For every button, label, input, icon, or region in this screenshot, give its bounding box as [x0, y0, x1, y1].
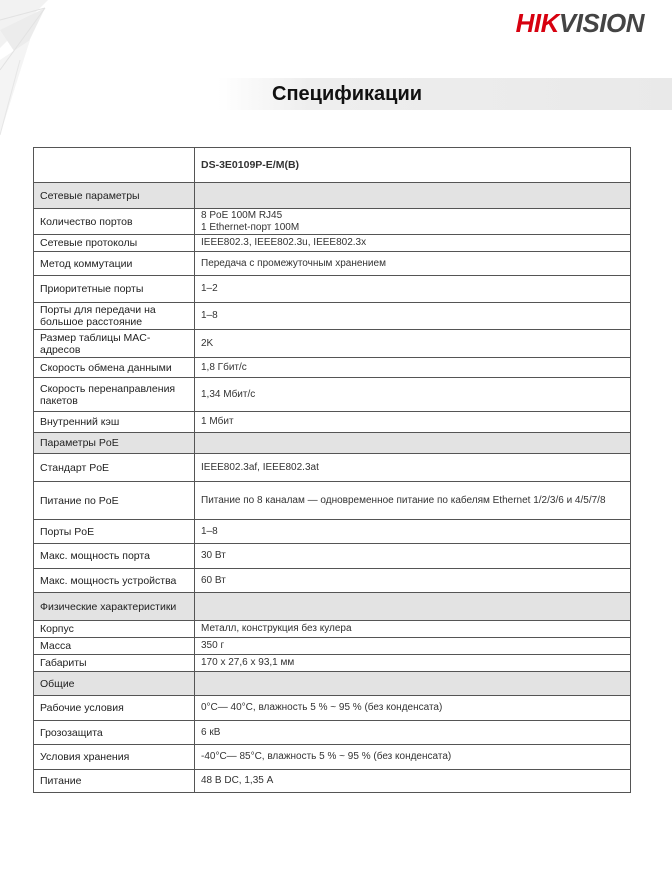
- spec-table: [33, 147, 631, 793]
- spec-value: [195, 209, 631, 235]
- spec-value: [195, 520, 631, 544]
- spec-label: Корпус: [34, 621, 195, 638]
- section-header-row: [34, 433, 631, 454]
- spec-row: [34, 721, 631, 745]
- spec-value-line: Металл, конструкция без кулера: [201, 623, 352, 634]
- hikvision-logo: HIKVISION: [515, 8, 644, 38]
- spec-value-line: 1,34 Мбит/с: [201, 388, 256, 400]
- spec-value: [195, 482, 631, 520]
- spec-value-line: 0°C— 40°C, влажность 5 % ~ 95 % (без конденсата): [201, 702, 443, 713]
- spec-value: [195, 770, 631, 793]
- spec-row: [34, 378, 631, 412]
- spec-row: [34, 209, 631, 235]
- spec-value: [195, 621, 631, 638]
- section-header-row: [34, 672, 631, 696]
- spec-value: [195, 655, 631, 672]
- spec-value-line: 8 PoE 100M RJ45: [201, 209, 283, 221]
- spec-value: [195, 544, 631, 569]
- section-empty-cell: [195, 183, 631, 209]
- spec-value-line: 48 В DC, 1,35 А: [201, 775, 274, 786]
- section-title: Параметры PoE: [34, 433, 195, 454]
- spec-row: [34, 482, 631, 520]
- spec-label: Скорость обмена данными: [34, 358, 195, 378]
- spec-value-line: 1–8: [201, 525, 218, 537]
- spec-value-line: 6 кВ: [201, 726, 221, 738]
- spec-row: [34, 696, 631, 721]
- spec-value-line: 1–8: [201, 310, 218, 321]
- spec-value: [195, 454, 631, 482]
- spec-row: [34, 252, 631, 276]
- section-title: Физические характеристики: [34, 593, 195, 621]
- spec-label: Макс. мощность порта: [34, 544, 195, 569]
- section-title: Сетевые параметры: [34, 183, 195, 209]
- spec-value: [195, 358, 631, 378]
- spec-value-line: 60 Вт: [201, 574, 226, 586]
- spec-value: [195, 638, 631, 655]
- spec-row: [34, 303, 631, 330]
- spec-value: [195, 412, 631, 433]
- page-title: Спецификации: [272, 83, 423, 105]
- spec-label: Порты для передачи на большое расстояние: [34, 303, 195, 330]
- section-empty-cell: [195, 672, 631, 696]
- spec-label: Размер таблицы MAC-адресов: [34, 330, 195, 358]
- spec-value: [195, 276, 631, 303]
- spec-row: [34, 745, 631, 770]
- table-header-row: [34, 148, 631, 183]
- header-empty-cell: [34, 148, 195, 183]
- section-header-row: [34, 183, 631, 209]
- corner-decoration: [0, 0, 70, 150]
- spec-value-line: Передача с промежуточным хранением: [201, 257, 386, 269]
- spec-label: Габариты: [34, 655, 195, 672]
- spec-row: [34, 569, 631, 593]
- model-name: DS-3E0109P-E/M(B): [195, 148, 631, 183]
- spec-row: [34, 638, 631, 655]
- section-empty-cell: [195, 593, 631, 621]
- spec-value: [195, 721, 631, 745]
- spec-value: [195, 330, 631, 358]
- spec-row: [34, 655, 631, 672]
- spec-label: Количество портов: [34, 209, 195, 235]
- spec-value-line: 2K: [201, 337, 214, 349]
- spec-row: [34, 330, 631, 358]
- spec-value-line: 350 г: [201, 640, 225, 651]
- section-empty-cell: [195, 433, 631, 454]
- spec-value-line: Питание по 8 каналам — одновременное питание по кабелям Ethernet 1/2/3/6 и 4/5/7/8: [201, 494, 606, 506]
- section-title: Общие: [34, 672, 195, 696]
- spec-value-line: IEEE802.3, IEEE802.3u, IEEE802.3x: [201, 237, 367, 248]
- spec-value-line: 1,8 Гбит/с: [201, 361, 247, 373]
- spec-value-line: 1 Мбит: [201, 416, 234, 427]
- spec-label: Питание: [34, 770, 195, 793]
- spec-label: Рабочие условия: [34, 696, 195, 721]
- spec-value: [195, 303, 631, 330]
- spec-row: [34, 770, 631, 793]
- spec-value-line: IEEE802.3af, IEEE802.3at: [201, 461, 319, 473]
- spec-row: [34, 358, 631, 378]
- spec-value: [195, 252, 631, 276]
- spec-label: Грозозащита: [34, 721, 195, 745]
- spec-label: Масса: [34, 638, 195, 655]
- spec-label: Приоритетные порты: [34, 276, 195, 303]
- spec-value-line: 170 x 27,6 x 93,1 мм: [201, 657, 295, 668]
- spec-row: [34, 412, 631, 433]
- spec-label: Скорость перенаправления пакетов: [34, 378, 195, 412]
- spec-value-line: -40°C— 85°C, влажность 5 % ~ 95 % (без конденсата): [201, 751, 452, 762]
- spec-row: [34, 621, 631, 638]
- spec-value: [195, 235, 631, 252]
- spec-value: [195, 569, 631, 593]
- spec-value: [195, 696, 631, 721]
- spec-row: [34, 276, 631, 303]
- spec-label: Сетевые протоколы: [34, 235, 195, 252]
- spec-row: [34, 520, 631, 544]
- spec-label: Питание по PoE: [34, 482, 195, 520]
- spec-label: Внутренний кэш: [34, 412, 195, 433]
- spec-row: [34, 454, 631, 482]
- spec-label: Метод коммутации: [34, 252, 195, 276]
- spec-value: [195, 745, 631, 770]
- spec-value-line: 1–2: [201, 283, 218, 294]
- spec-value-line: 1 Ethernet-порт 100M: [201, 221, 300, 233]
- spec-label: Стандарт PoE: [34, 454, 195, 482]
- spec-value: [195, 378, 631, 412]
- spec-row: [34, 235, 631, 252]
- spec-row: [34, 544, 631, 569]
- spec-label: Макс. мощность устройства: [34, 569, 195, 593]
- spec-label: Порты PoE: [34, 520, 195, 544]
- section-header-row: [34, 593, 631, 621]
- spec-value-line: 30 Вт: [201, 550, 226, 561]
- spec-label: Условия хранения: [34, 745, 195, 770]
